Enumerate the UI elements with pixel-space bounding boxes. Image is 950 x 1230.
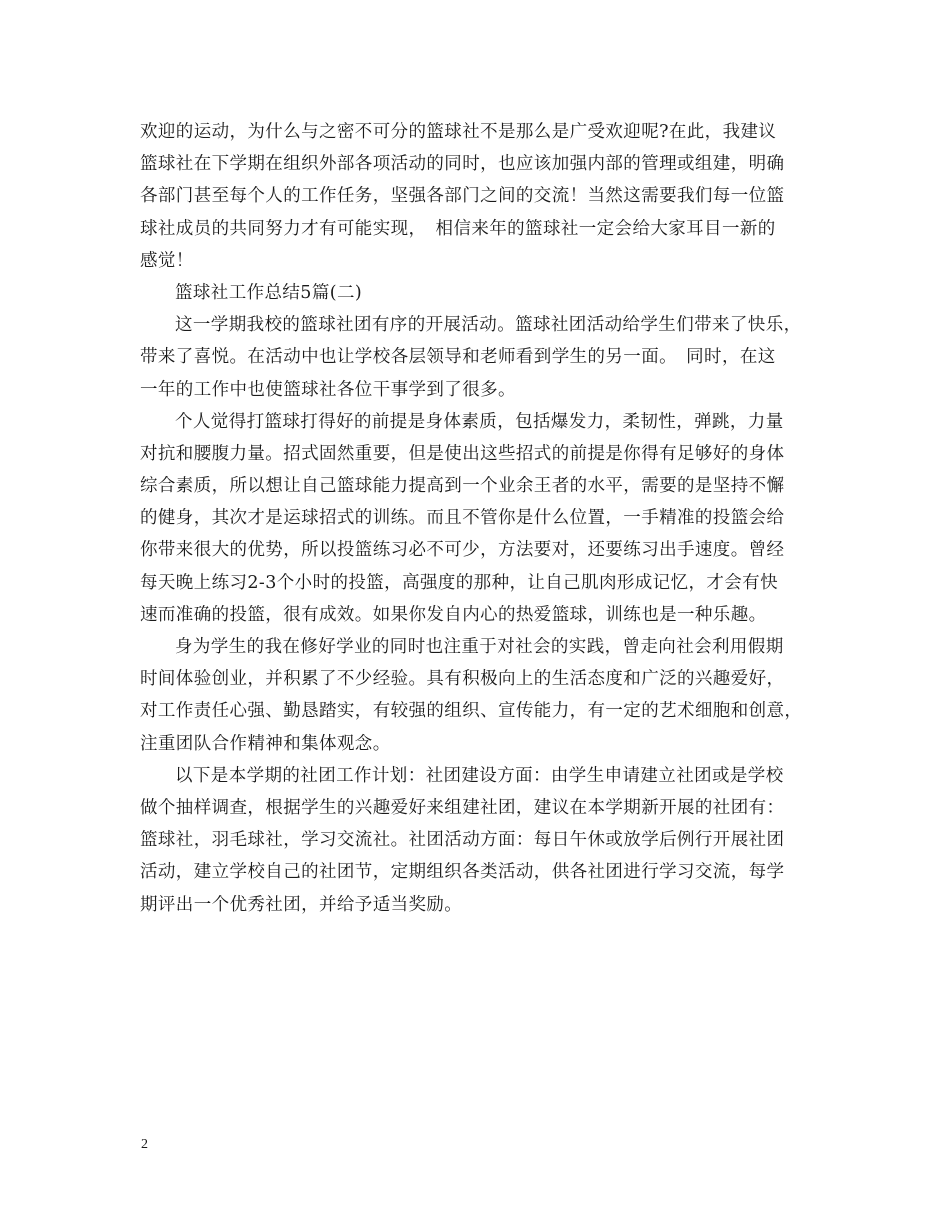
text-line: 的健身，其次才是运球招式的训练。而且不管你是什么位置，一手精准的投篮会给 — [140, 508, 785, 529]
text-line: 以下是本学期的社团工作计划：社团建设方面：由学生申请建立社团或是学校 — [175, 765, 784, 786]
text-line: 球社成员的共同努力才有可能实现， 相信来年的篮球社一定会给大家耳目一新的 — [140, 218, 776, 239]
text-line: 欢迎的运动，为什么与之密不可分的篮球社不是那么是广受欢迎呢?在此，我建议 — [140, 122, 777, 142]
section-heading: 篮球社工作总结5篇(二) — [175, 282, 363, 303]
text-line: 这一学期我校的篮球社团有序的开展活动。篮球社团活动给学生们带来了快乐， — [175, 315, 802, 336]
document-body — [140, 116, 820, 921]
text-line: 篮球社在下学期在组织外部各项活动的同时，也应该加强内部的管理或组建，明确 — [140, 154, 785, 175]
text-line: 感觉！ — [140, 250, 194, 271]
text-line: 各部门甚至每个人的工作任务，坚强各部门之间的交流！当然这需要我们每一位篮 — [140, 186, 785, 207]
text-line: 注重团队合作精神和集体观念。 — [140, 733, 391, 754]
text-line: 速而准确的投篮，很有成效。如果你发自内心的热爱篮球，训练也是一种乐趣。 — [140, 604, 767, 625]
text-line: 身为学生的我在修好学业的同时也注重于对社会的实践，曾走向社会利用假期 — [175, 637, 784, 657]
text-line: 对抗和腰腹力量。招式固然重要，但是使出这些招式的前提是你得有足够好的身体 — [140, 443, 785, 464]
text-line: 个人觉得打篮球打得好的前提是身体素质，包括爆发力，柔韧性，弹跳，力量 — [175, 411, 784, 432]
text-line: 带来了喜悦。在活动中也让学校各层领导和老师看到学生的另一面。 同时，在这 — [140, 347, 776, 368]
text-line: 你带来很大的优势，所以投篮练习必不可少，方法要对，还要练习出手速度。曾经 — [140, 540, 785, 561]
text-line: 时间体验创业，并积累了不少经验。具有积极向上的生活态度和广泛的兴趣爱好， — [140, 669, 785, 690]
page-number: 2 — [141, 1137, 148, 1152]
text-line: 综合素质，所以想让自己篮球能力提高到一个业余王者的水平，需要的是坚持不懈 — [140, 476, 785, 497]
text-line: 篮球社，羽毛球社，学习交流社。社团活动方面：每日午休或放学后例行开展社团 — [140, 830, 785, 851]
text-line: 期评出一个优秀社团，并给予适当奖励。 — [140, 894, 463, 915]
text-line: 每天晚上练习2-3个小时的投篮，高强度的那种，让自己肌肉形成记忆，才会有快 — [140, 572, 778, 593]
text-line: 做个抽样调查，根据学生的兴趣爱好来组建社团，建议在本学期新开展的社团有： — [140, 797, 785, 818]
text-line: 一年的工作中也使篮球社各位干事学到了很多。 — [140, 379, 516, 400]
text-line: 对工作责任心强、勤恳踏实，有较强的组织、宣传能力，有一定的艺术细胞和创意， — [140, 701, 803, 722]
text-line: 活动，建立学校自己的社团节，定期组织各类活动，供各社团进行学习交流，每学 — [140, 862, 785, 883]
